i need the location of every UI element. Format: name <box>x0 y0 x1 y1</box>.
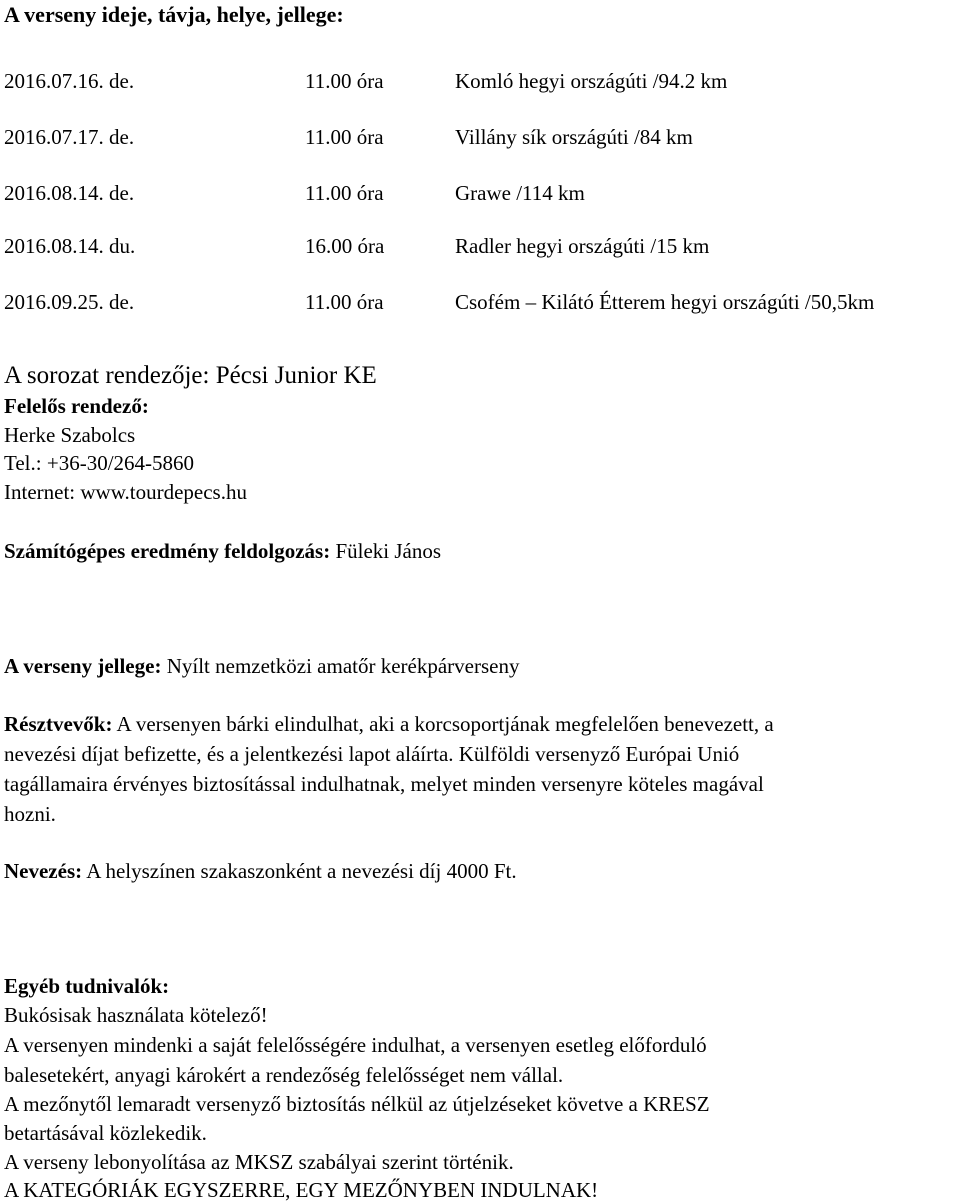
schedule-time: 11.00 óra <box>305 125 384 149</box>
schedule-time: 16.00 óra <box>305 234 385 258</box>
schedule-date: 2016.07.16. de. <box>4 69 135 93</box>
character-value: Nyílt nemzetközi amatőr kerékpárverseny <box>161 654 520 678</box>
responsible-label: Felelős rendező: <box>4 394 149 418</box>
organizer-website: Internet: www.tourdepecs.hu <box>4 480 247 504</box>
schedule-date: 2016.07.17. de. <box>4 125 135 149</box>
info-line: betartásával közlekedik. <box>4 1121 207 1145</box>
schedule-time: 11.00 óra <box>305 290 384 314</box>
participants-line: nevezési díjat befizette, és a jelentkezési lapot aláírta. Külföldi versenyző Európai Unió <box>4 742 740 766</box>
schedule-time: 11.00 óra <box>305 181 384 205</box>
participants-line: tagállamaira érvényes biztosítással indulhatnak, melyet minden versenyre köteles magával <box>4 772 764 796</box>
schedule-date: 2016.08.14. de. <box>4 181 135 205</box>
organizer-name: Herke Szabolcs <box>4 423 136 447</box>
other-info-title: Egyéb tudnivalók: <box>4 974 170 998</box>
processing-label: Számítógépes eredmény feldolgozás: <box>4 539 331 563</box>
processing-value: Füleki János <box>330 539 442 563</box>
organizer-phone: Tel.: +36-30/264-5860 <box>4 451 195 475</box>
info-line: A KATEGÓRIÁK EGYSZERRE, EGY MEZŐNYBEN INDULNAK! <box>4 1178 599 1202</box>
info-line: A mezőnytől lemaradt versenyző biztosítás nélkül az útjelzéseket követve a KRESZ <box>4 1092 710 1116</box>
schedule-description: Grawe /114 km <box>455 181 585 205</box>
schedule-date: 2016.09.25. de. <box>4 290 135 314</box>
entry-value: A helyszínen szakaszonként a nevezési díj 4000 Ft. <box>82 859 517 883</box>
processing-line <box>4 541 441 562</box>
info-line: Bukósisak használata kötelező! <box>4 1003 268 1027</box>
participants-label: Résztvevők: <box>4 712 113 736</box>
schedule-description: Radler hegyi országúti /15 km <box>455 234 710 258</box>
character-label: A verseny jellege: <box>4 654 162 678</box>
participants-line: hozni. <box>4 802 56 826</box>
schedule-date: 2016.08.14. du. <box>4 234 136 258</box>
schedule-description: Csofém – Kilátó Étterem hegyi országúti /50,5km <box>455 290 875 314</box>
character-line <box>4 656 519 677</box>
organizer-title: A sorozat rendezője: Pécsi Junior KE <box>4 362 377 389</box>
info-line: A verseny lebonyolítása az MKSZ szabályai szerint történik. <box>4 1150 514 1174</box>
section-heading: A verseny ideje, távja, helye, jellege: <box>4 2 344 27</box>
schedule-description: Komló hegyi országúti /94.2 km <box>455 69 728 93</box>
entry-label: Nevezés: <box>4 859 83 883</box>
info-line: balesetekért, anyagi károkért a rendezőség felelősséget nem vállal. <box>4 1063 564 1087</box>
participants-text: A versenyen bárki elindulhat, aki a korcsoportjának megfelelően benevezett, a <box>112 712 774 736</box>
entry-line <box>4 861 517 882</box>
info-line: A versenyen mindenki a saját felelősségére indulhat, a versenyen esetleg előforduló <box>4 1033 707 1057</box>
schedule-time: 11.00 óra <box>305 69 384 93</box>
schedule-description: Villány sík országúti /84 km <box>455 125 693 149</box>
participants-line <box>4 714 774 735</box>
